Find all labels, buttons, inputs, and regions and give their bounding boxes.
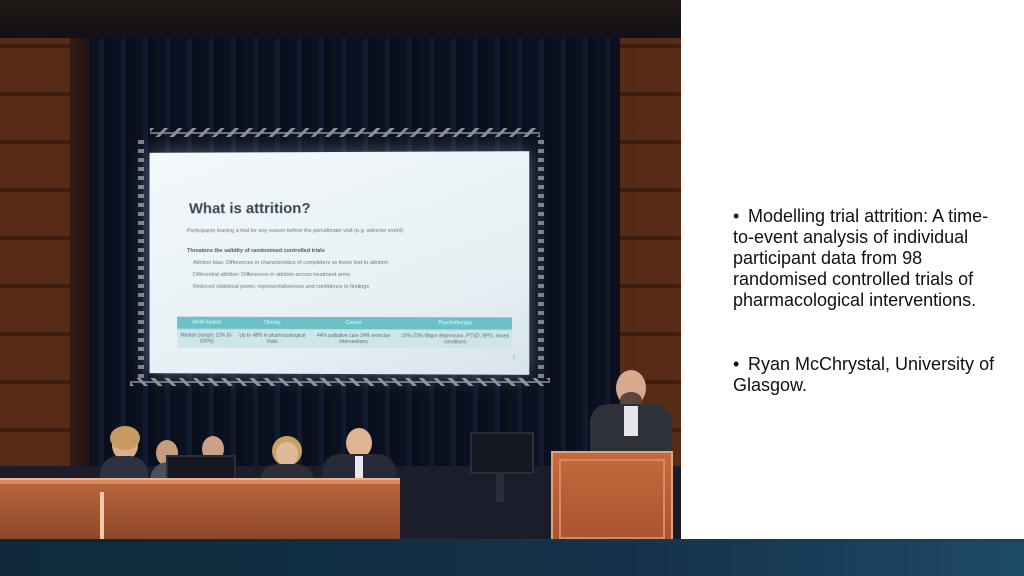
lectern-monitor bbox=[470, 432, 534, 474]
caption-list bbox=[733, 206, 1003, 396]
table-header-cell: Psychotherapy bbox=[399, 317, 512, 330]
bullet-icon: • bbox=[733, 206, 740, 226]
ceiling-rig bbox=[0, 0, 681, 38]
table-cell: 44% palliative care 24% exercise interventions bbox=[309, 329, 399, 348]
caption-item bbox=[733, 354, 1003, 396]
table-cell: Median (range) 12% (0-100%) bbox=[177, 329, 236, 348]
projector-screen bbox=[150, 151, 530, 375]
table-header-cell: Cancer bbox=[309, 317, 399, 330]
wood-wall-left bbox=[0, 0, 70, 539]
slide-page-number: 3 bbox=[512, 354, 516, 361]
lighting-truss-left bbox=[138, 140, 144, 380]
caption-item-text bbox=[733, 206, 1003, 311]
lighting-truss-bottom bbox=[130, 378, 550, 386]
footer-bar bbox=[0, 539, 1024, 576]
slide-bullet: Reduced statistical power, representativeness and confidence in findings bbox=[192, 283, 370, 291]
caption-item-label: Modelling trial attrition: A time-to-event analysis of individual participant data from 98 randomised controlled trials of pharmacological interventions. bbox=[733, 206, 989, 310]
slide-definition: Participants leaving a trial for any reason before the penultimate visit (e.g. adverse event) bbox=[186, 227, 404, 235]
slide-bullet: Attrition bias: Differences in characteristics of completers vs those lost to attrition bbox=[192, 259, 388, 267]
slide-title: What is attrition? bbox=[188, 200, 311, 218]
table-header-cell: Obesity bbox=[236, 317, 308, 330]
bullet-icon: • bbox=[733, 354, 740, 374]
slide-bullet: Differential attrition: Differences in attrition across treatment arms bbox=[192, 271, 351, 279]
lighting-truss-right bbox=[538, 140, 544, 380]
table-cell: 16%-23% Major depression, PTSD, BPD, mixed conditions bbox=[399, 330, 512, 349]
lectern bbox=[551, 451, 673, 539]
caption-item bbox=[733, 206, 1003, 311]
lighting-truss-top bbox=[150, 128, 540, 137]
monitor-stand bbox=[496, 472, 504, 502]
slide-threats-heading: Threatens the validity of randomised controlled trials bbox=[186, 248, 325, 255]
caption-text bbox=[733, 206, 1003, 439]
table-header-cell: NIHR funded bbox=[177, 317, 236, 330]
caption-item-label: Ryan McChrystal, University of Glasgow. bbox=[733, 354, 995, 395]
footer-stripe bbox=[0, 539, 1024, 542]
table-cell: Up to 48% in pharmacological trials bbox=[236, 329, 308, 348]
table-row bbox=[177, 329, 512, 348]
slide-attrition-table bbox=[177, 317, 512, 349]
panel-table bbox=[0, 480, 400, 539]
caption-item-text bbox=[733, 354, 1003, 396]
